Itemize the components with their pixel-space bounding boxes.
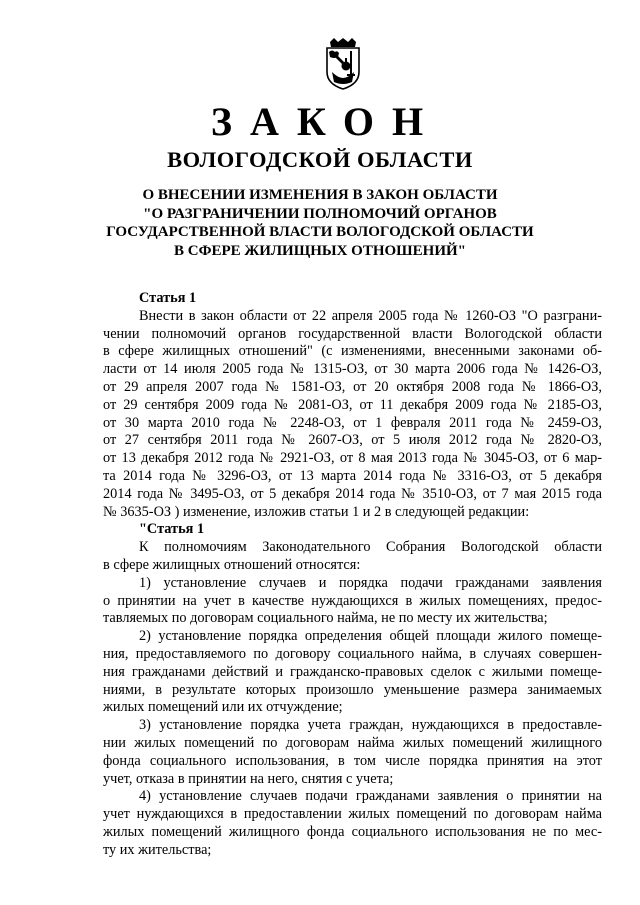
text-line: нии жилых помещений по договорам найма жилых помещений жилищного	[103, 734, 602, 751]
text-line: чении полномочий органов государственной власти Вологодской области	[103, 325, 602, 342]
paragraph-amendment	[103, 308, 602, 522]
text-line: № 3635-ОЗ ) изменение, изложив статьи 1 и 2 в следующей редакции:	[103, 503, 530, 520]
text-line: от 29 сентября 2009 года № 2081-ОЗ, от 11 декабря 2009 года № 2185-ОЗ,	[103, 396, 602, 413]
subtitle-line: ГОСУДАРСТВЕННОЙ ВЛАСТИ ВОЛОГОДСКОЙ ОБЛАСТИ	[106, 224, 534, 241]
list-item	[103, 788, 602, 859]
list-item	[103, 717, 602, 788]
quoted-article-heading: "Статья 1	[139, 521, 205, 538]
text-line: 2014 года № 3495-ОЗ, от 5 декабря 2014 года № 3510-ОЗ, от 7 мая 2015 года	[103, 485, 602, 502]
law-subtitle	[0, 186, 640, 260]
text-line: жилых помещений жилищного фонда социального использования не по мес-	[103, 823, 602, 840]
text-line: о принятии на учет в качестве нуждающихся в жилых помещениях, предос-	[103, 592, 602, 609]
text-line: от 13 декабря 2012 года № 2921-ОЗ, от 8 мая 2013 года № 3045-ОЗ, от 6 мар-	[103, 450, 602, 467]
vologda-coat-of-arms-icon	[322, 38, 364, 90]
text-line: ния, предоставляемого по договору социального найма, в случаях совершен-	[103, 645, 602, 662]
text-line: жилых помещений или их отчуждение;	[103, 699, 343, 716]
text-line: в сфере жилищных отношений относятся:	[103, 556, 361, 573]
list-item	[103, 575, 602, 628]
article-heading: Статья 1	[139, 290, 197, 306]
subtitle-line: "О РАЗГРАНИЧЕНИИ ПОЛНОМОЧИЙ ОРГАНОВ	[143, 205, 497, 222]
text-line: ниями, в результате которых произошло уменьшение размера занимаемых	[103, 681, 602, 698]
subtitle-line: В СФЕРЕ ЖИЛИЩНЫХ ОТНОШЕНИЙ"	[173, 242, 466, 259]
text-line: от 30 марта 2010 года № 2248-ОЗ, от 1 февраля 2011 года № 2459-ОЗ,	[103, 414, 602, 431]
text-line: тавляемых по договорам социального найма, не по месту их жительства;	[103, 610, 548, 627]
text-line: ния гражданами действий и гражданско-правовых сделок с жилыми помеще-	[103, 663, 602, 680]
text-line: та 2014 года № 3296-ОЗ, от 13 марта 2014 года № 3316-ОЗ, от 5 декабря	[103, 467, 602, 484]
text-line: ту их жительства;	[103, 841, 212, 858]
text-line: 3) установление порядка учета граждан, нуждающихся в предоставле-	[139, 717, 602, 734]
text-line: Внести в закон области от 22 апреля 2005 года № 1260-ОЗ "О разграни-	[139, 307, 602, 324]
region-title: ВОЛОГОДСКОЙ ОБЛАСТИ	[167, 147, 473, 172]
text-line: фонда социального использования, в том числе порядка принятия на этот	[103, 752, 602, 769]
text-line: 1) установление случаев и порядка подачи гражданами заявления	[139, 574, 602, 591]
document-type-title: ЗАКОН	[210, 99, 442, 144]
list-item	[103, 628, 602, 717]
text-line: 4) установление случаев подачи гражданами заявления о принятии на	[139, 788, 602, 805]
text-line: учет нуждающихся в предоставлении жилых помещений по договорам найма	[103, 806, 602, 823]
text-line: от 27 сентября 2011 года № 2607-ОЗ, от 5 июля 2012 года № 2820-ОЗ,	[103, 432, 602, 449]
law-body	[103, 290, 602, 860]
paragraph-intro	[103, 539, 602, 575]
text-line: учет, отказа в принятии на него, снятия с учета;	[103, 770, 394, 787]
text-line: ласти от 14 июля 2005 года № 1315-ОЗ, от 30 марта 2006 года № 1426-ОЗ,	[103, 361, 602, 378]
text-line: 2) установление порядка определения общей площади жилого помеще-	[139, 628, 602, 645]
text-line: от 29 апреля 2007 года № 1581-ОЗ, от 20 октября 2008 года № 1866-ОЗ,	[103, 378, 602, 395]
text-line: К полномочиям Законодательного Собрания Вологодской области	[139, 539, 602, 556]
subtitle-line: О ВНЕСЕНИИ ИЗМЕНЕНИЯ В ЗАКОН ОБЛАСТИ	[142, 187, 498, 203]
text-line: в сфере жилищных отношений" (с изменениями, внесенными законами об-	[103, 343, 602, 360]
